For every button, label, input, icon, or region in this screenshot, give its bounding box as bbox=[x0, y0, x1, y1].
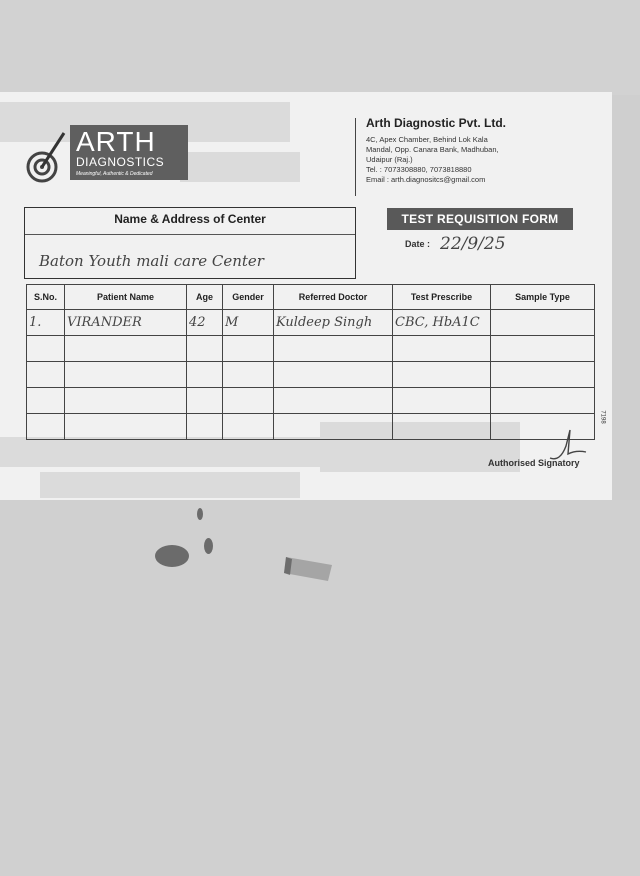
table-cell bbox=[223, 414, 274, 440]
authorised-signatory-label: Authorised Signatory bbox=[488, 458, 580, 468]
table-cell bbox=[223, 362, 274, 388]
table-cell bbox=[223, 336, 274, 362]
column-header: Gender bbox=[223, 285, 274, 310]
table-cell: CBC, HbA1C bbox=[393, 310, 491, 336]
center-name-handwritten: Baton Youth mali care Center bbox=[39, 252, 264, 270]
table-cell: 42 bbox=[187, 310, 223, 336]
table-cell bbox=[27, 414, 65, 440]
table-cell bbox=[491, 336, 595, 362]
target-arrow-icon bbox=[20, 129, 68, 183]
table-cell bbox=[187, 388, 223, 414]
logo-name: ARTH bbox=[76, 126, 156, 157]
table-cell bbox=[274, 388, 393, 414]
table-cell bbox=[491, 362, 595, 388]
table-cell bbox=[65, 362, 187, 388]
column-header: S.No. bbox=[27, 285, 65, 310]
table-cell: 1. bbox=[27, 310, 65, 336]
column-header: Referred Doctor bbox=[274, 285, 393, 310]
serial-number: 7198 bbox=[599, 410, 606, 424]
table-cell bbox=[27, 336, 65, 362]
ink-stain bbox=[204, 538, 213, 554]
ink-stain bbox=[197, 508, 203, 520]
company-address bbox=[366, 135, 596, 185]
table-cell bbox=[27, 362, 65, 388]
table-cell bbox=[65, 388, 187, 414]
center-box bbox=[24, 207, 356, 279]
column-header: Age bbox=[187, 285, 223, 310]
date-label: Date : bbox=[405, 239, 431, 249]
table-cell bbox=[274, 414, 393, 440]
column-header: Sample Type bbox=[491, 285, 595, 310]
vial-smudge bbox=[282, 553, 336, 583]
table-cell bbox=[393, 362, 491, 388]
company-logo bbox=[20, 125, 170, 183]
table-cell: VIRANDER bbox=[65, 310, 187, 336]
table-cell: M bbox=[223, 310, 274, 336]
table-row bbox=[27, 414, 595, 440]
address-line: Mandal, Opp. Canara Bank, Madhuban, bbox=[366, 145, 499, 154]
requisition-table bbox=[26, 284, 595, 440]
table-row bbox=[27, 310, 595, 336]
ink-stain bbox=[155, 545, 189, 567]
address-line: 4C, Apex Chamber, Behind Lok Kala bbox=[366, 135, 488, 144]
background-top bbox=[0, 0, 640, 95]
table-cell bbox=[187, 414, 223, 440]
table-cell bbox=[274, 362, 393, 388]
column-header: Test Prescribe bbox=[393, 285, 491, 310]
table-cell bbox=[223, 388, 274, 414]
logo-box bbox=[70, 125, 188, 180]
table-row bbox=[27, 362, 595, 388]
divider bbox=[25, 234, 355, 235]
table-cell bbox=[65, 336, 187, 362]
table-cell bbox=[491, 388, 595, 414]
phone-line: Tel. : 7073308880, 7073818880 bbox=[366, 165, 472, 174]
table-cell: Kuldeep Singh bbox=[274, 310, 393, 336]
date-value: 22/9/25 bbox=[440, 234, 506, 254]
logo-tagline: Meaningful, Authentic & Dedicated bbox=[76, 171, 153, 177]
table-row bbox=[27, 336, 595, 362]
column-header: Patient Name bbox=[65, 285, 187, 310]
table-cell bbox=[187, 362, 223, 388]
company-name: Arth Diagnostic Pvt. Ltd. bbox=[366, 116, 507, 130]
table-cell bbox=[274, 336, 393, 362]
table-cell bbox=[187, 336, 223, 362]
table-cell bbox=[27, 388, 65, 414]
email-line: Email : arth.diagnositcs@gmail.com bbox=[366, 175, 486, 184]
address-line: Udaipur (Raj.) bbox=[366, 155, 413, 164]
table-cell bbox=[393, 414, 491, 440]
header-divider bbox=[355, 118, 356, 196]
table-header-row bbox=[27, 285, 595, 310]
logo-subtitle: DIAGNOSTICS bbox=[76, 155, 165, 169]
table-cell bbox=[393, 388, 491, 414]
table-row bbox=[27, 388, 595, 414]
table-cell bbox=[491, 310, 595, 336]
company-info bbox=[366, 116, 596, 185]
table-cell bbox=[65, 414, 187, 440]
form-title: TEST REQUISITION FORM bbox=[387, 208, 573, 230]
table-cell bbox=[393, 336, 491, 362]
center-title: Name & Address of Center bbox=[114, 212, 266, 226]
